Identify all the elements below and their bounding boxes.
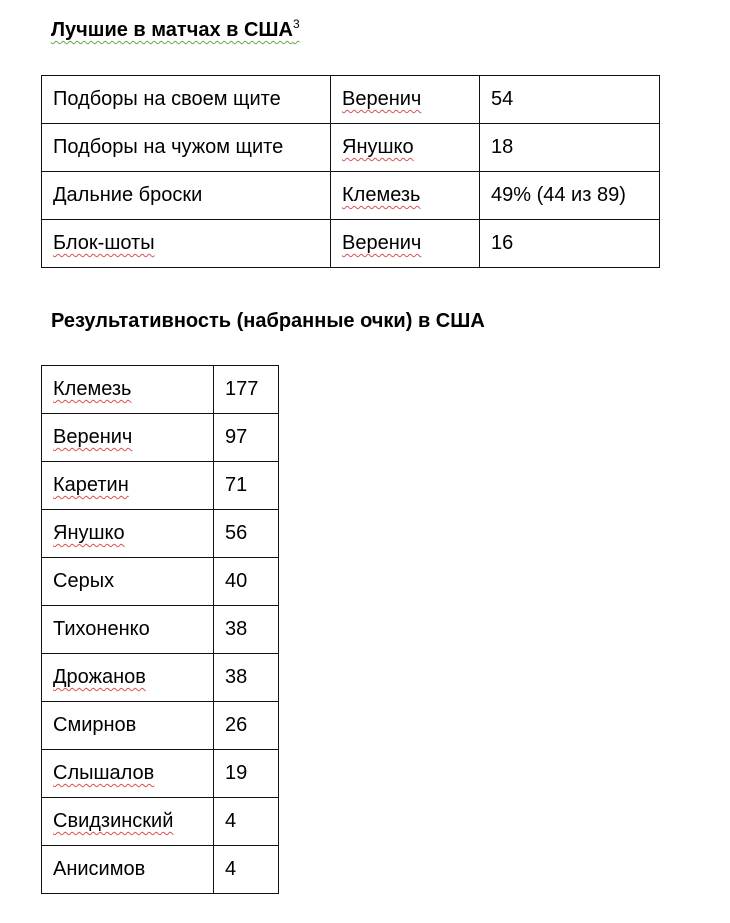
category-cell: Подборы на своем щите — [42, 76, 331, 124]
player-name: Каретин — [53, 474, 129, 496]
table-row — [42, 750, 279, 798]
player-name: Янушко — [342, 136, 414, 158]
table-row — [42, 702, 279, 750]
table-row — [42, 654, 279, 702]
player-name: Слышалов — [53, 762, 155, 784]
player-cell — [42, 654, 214, 702]
value-cell: 18 — [480, 124, 660, 172]
table-row — [42, 76, 660, 124]
player-cell — [331, 124, 480, 172]
player-name: Клемезь — [342, 184, 421, 206]
table-row — [42, 172, 660, 220]
points-cell: 71 — [214, 462, 279, 510]
category-text: Блок-шоты — [53, 232, 155, 254]
category-cell: Дальние броски — [42, 172, 331, 220]
table-row — [42, 462, 279, 510]
table-row — [42, 414, 279, 462]
points-cell: 177 — [214, 366, 279, 414]
table-row — [42, 220, 660, 268]
player-cell — [42, 366, 214, 414]
value-cell: 49% (44 из 89) — [480, 172, 660, 220]
footnote-marker: 3 — [292, 17, 300, 31]
value-cell: 16 — [480, 220, 660, 268]
player-name: Янушко — [53, 522, 125, 544]
points-cell: 4 — [214, 846, 279, 894]
points-cell: 19 — [214, 750, 279, 798]
points-cell: 97 — [214, 414, 279, 462]
points-cell: 4 — [214, 798, 279, 846]
player-name: Дрожанов — [53, 666, 146, 688]
table-row — [42, 510, 279, 558]
player-name: Веренич — [342, 88, 422, 110]
player-cell — [42, 510, 214, 558]
player-cell — [42, 798, 214, 846]
points-cell: 40 — [214, 558, 279, 606]
player-cell — [42, 462, 214, 510]
points-cell: 56 — [214, 510, 279, 558]
points-cell: 26 — [214, 702, 279, 750]
table-row — [42, 798, 279, 846]
player-cell: Анисимов — [42, 846, 214, 894]
best-in-matches-title — [51, 17, 300, 42]
table-row — [42, 606, 279, 654]
player-name: Свидзинский — [53, 810, 174, 832]
player-cell: Тихоненко — [42, 606, 214, 654]
points-cell: 38 — [214, 606, 279, 654]
player-cell: Серых — [42, 558, 214, 606]
category-cell — [42, 220, 331, 268]
table-row — [42, 366, 279, 414]
points-cell: 38 — [214, 654, 279, 702]
player-name: Клемезь — [53, 378, 132, 400]
table-row — [42, 124, 660, 172]
value-cell: 54 — [480, 76, 660, 124]
best-in-matches-table — [41, 75, 660, 268]
player-cell — [331, 172, 480, 220]
table-row — [42, 846, 279, 894]
category-cell: Подборы на чужом щите — [42, 124, 331, 172]
player-cell: Смирнов — [42, 702, 214, 750]
player-cell — [42, 414, 214, 462]
scoring-title: Результативность (набранные очки) в США — [51, 310, 485, 332]
scoring-table — [41, 365, 279, 894]
player-cell — [331, 76, 480, 124]
table-row — [42, 558, 279, 606]
player-cell — [331, 220, 480, 268]
player-name: Веренич — [342, 232, 422, 254]
player-cell — [42, 750, 214, 798]
title-text: Лучшие в матчах в США — [51, 19, 293, 41]
player-name: Веренич — [53, 426, 133, 448]
